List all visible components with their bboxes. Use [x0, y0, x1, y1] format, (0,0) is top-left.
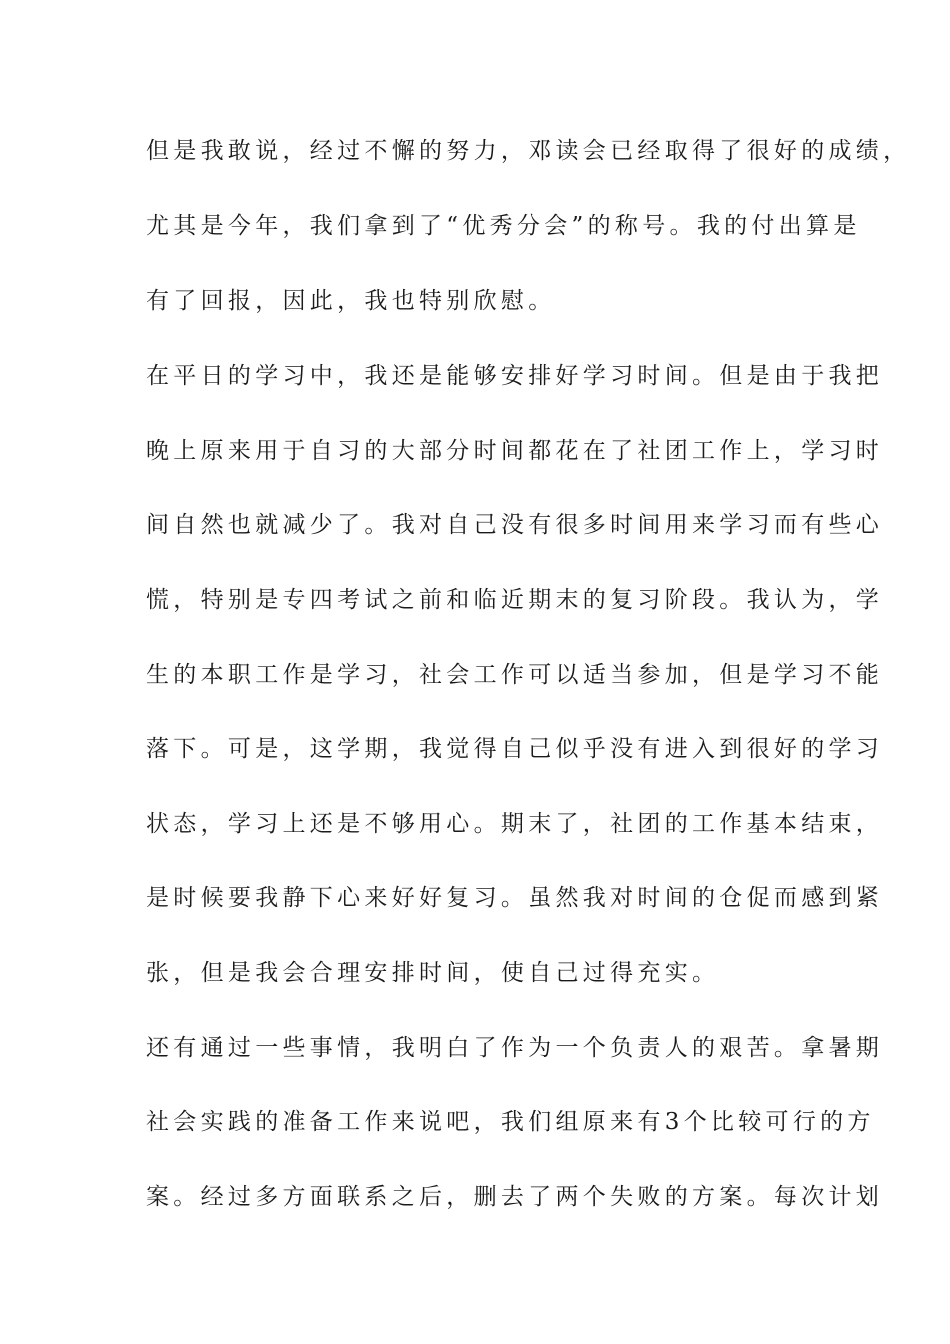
text-line: 落下。可是，这学期，我觉得自己似乎没有进入到很好的学习	[146, 736, 884, 762]
text-line: 张，但是我会合理安排时间，使自己过得充实。	[146, 960, 720, 986]
text-line: 间自然也就减少了。我对自己没有很多时间用来学习而有些心	[146, 512, 884, 538]
text-line: 晚上原来用于自习的大部分时间都花在了社团工作上，学习时	[146, 438, 884, 464]
text-line: 社会实践的准备工作来说吧，我们组原来有3个比较可行的方	[146, 1109, 875, 1135]
text-line: 但是我敢说，经过不懈的努力，邓读会已经取得了很好的成绩，	[146, 138, 911, 164]
text-line: 还有通过一些事情，我明白了作为一个负责人的艰苦。拿暑期	[146, 1035, 884, 1061]
text-line: 是时候要我静下心来好好复习。虽然我对时间的仓促而感到紧	[146, 885, 884, 911]
text-line: 慌，特别是专四考试之前和临近期末的复习阶段。我认为，学	[146, 587, 884, 613]
text-line: 状态，学习上还是不够用心。期末了，社团的工作基本结束，	[146, 811, 884, 837]
text-line: 尤其是今年，我们拿到了“优秀分会”的称号。我的付出算是	[146, 213, 861, 239]
text-line: 案。经过多方面联系之后，删去了两个失败的方案。每次计划	[146, 1184, 884, 1210]
text-line: 有了回报，因此，我也特别欣慰。	[146, 288, 556, 314]
text-line: 生的本职工作是学习，社会工作可以适当参加，但是学习不能	[146, 662, 884, 688]
text-line: 在平日的学习中，我还是能够安排好学习时间。但是由于我把	[146, 363, 884, 389]
